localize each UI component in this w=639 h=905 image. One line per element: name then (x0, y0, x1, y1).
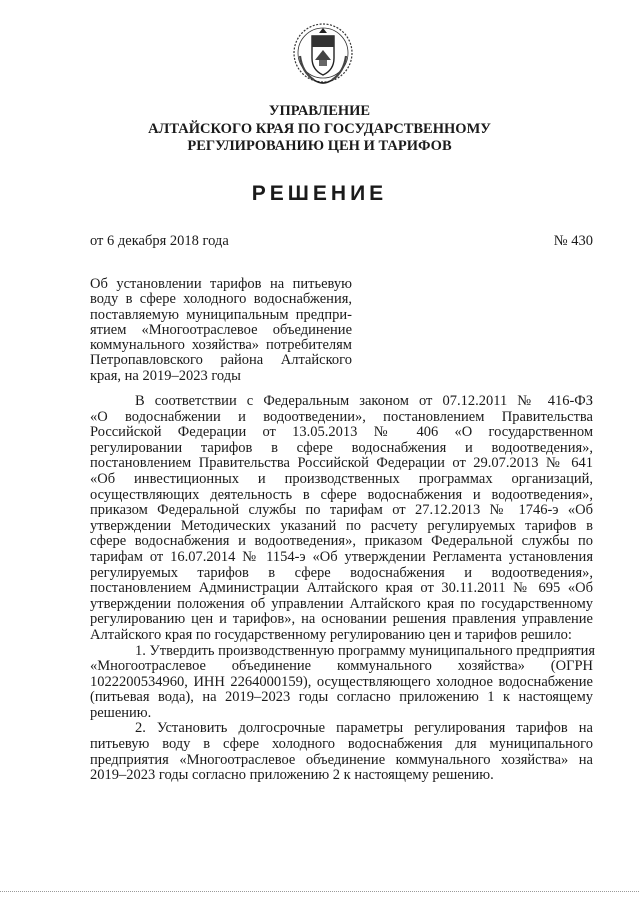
body-line: «Многоотраслевое объединение коммунального хозяйства» (ОГРН (90, 658, 593, 675)
clause-1-paragraph (90, 642, 596, 722)
document-subject (90, 277, 352, 384)
body-line: (питьевая вода), на 2019–2023 годы согласно приложению 1 к настоящему (90, 689, 593, 706)
page-bottom-divider (0, 891, 639, 892)
subject-line: Петропавловского района Алтайского (90, 352, 352, 369)
body-line: питьевую воду в сфере холодного водоснабжения для муниципального (90, 736, 593, 753)
body-line: «О водоснабжении и водоотведении», постановлением Правительства (90, 408, 593, 425)
body-line: регулировании тарифов в сфере водоснабжения и водоотведения», (90, 439, 593, 456)
body-line: постановлением Правительства Российской Федерации от 29.07.2013 № 641 (90, 455, 593, 472)
preamble-paragraph (90, 394, 593, 644)
body-line: В соответствии с Федеральным законом от 07.12.2011 № 416-ФЗ (135, 393, 593, 409)
body-line: постановлением Администрации Алтайского края от 30.11.2011 № 695 «Об (90, 580, 593, 597)
org-line: РЕГУЛИРОВАНИЮ ЦЕН И ТАРИФОВ (187, 138, 452, 154)
body-line: сфере водоснабжения и водоотведения», приказом Федеральной службы по (90, 533, 593, 550)
body-line: 2019–2023 годы согласно приложению 2 к настоящему решению. (90, 767, 494, 784)
org-line: УПРАВЛЕНИЕ (268, 103, 371, 119)
body-line: утверждении положения об управлении Алтайского края по государственному (90, 595, 593, 612)
body-line: 2. Установить долгосрочные параметры регулирования тарифов на (135, 720, 593, 737)
body-line: 1022200534960, ИНН 2264000159), осуществляющего холодное водоснабжение (90, 673, 593, 690)
body-line: регулируемых тарифов в сфере водоснабжения и водоотведения», (90, 564, 593, 581)
subject-line: ятием «Многоотраслевое объединение (90, 321, 352, 338)
body-line: Российской Федерации от 13.05.2013 № 406 «О государственном (90, 424, 593, 441)
organization-name (0, 103, 639, 156)
subject-line: поставляемую муниципальным предпри- (90, 306, 352, 323)
body-line: решению. (90, 704, 152, 721)
body-line: тарифам от 16.07.2014 № 1154-э «Об утверждении Регламента установления (90, 548, 593, 565)
subject-line: Об установлении тарифов на питьевую (90, 276, 352, 292)
body-line: утверждении Методических указаний по расчету регулируемых тарифов в (90, 517, 593, 534)
altai-coat-of-arms-icon (292, 20, 354, 90)
document-body (90, 393, 596, 784)
body-line: Алтайского края по государственному регулированию цен и тарифов решило: (90, 626, 572, 643)
subject-line: коммунального хозяйства» потребителям (90, 337, 352, 354)
subject-line: края, на 2019–2023 годы (90, 367, 241, 384)
document-number: № 430 (553, 233, 593, 249)
body-line: осуществляющих деятельность в сфере водоснабжения и водоотведения», (90, 486, 593, 503)
subject-line: воду в сфере холодного водоснабжения, (90, 291, 352, 308)
org-line: АЛТАЙСКОГО КРАЯ ПО ГОСУДАРСТВЕННОМУ (148, 120, 491, 137)
document-date: от 6 декабря 2018 года (90, 233, 229, 249)
body-line: предприятия «Многоотраслевое объединение коммунального хозяйства» на (90, 751, 593, 768)
body-line: приказом Федеральной службы по тарифам от 27.12.2013 № 1746-э «Об (90, 502, 593, 519)
document-title: РЕШЕНИЕ (251, 182, 388, 205)
body-line: 1. Утвердить производственную программу муниципального предприятия (135, 642, 596, 659)
clause-2-paragraph (90, 721, 593, 783)
body-line: «Об инвестиционных и производственных программах организаций, (90, 470, 593, 487)
body-line: регулированию цен и тарифов», на основании решения правления управление (90, 611, 593, 628)
